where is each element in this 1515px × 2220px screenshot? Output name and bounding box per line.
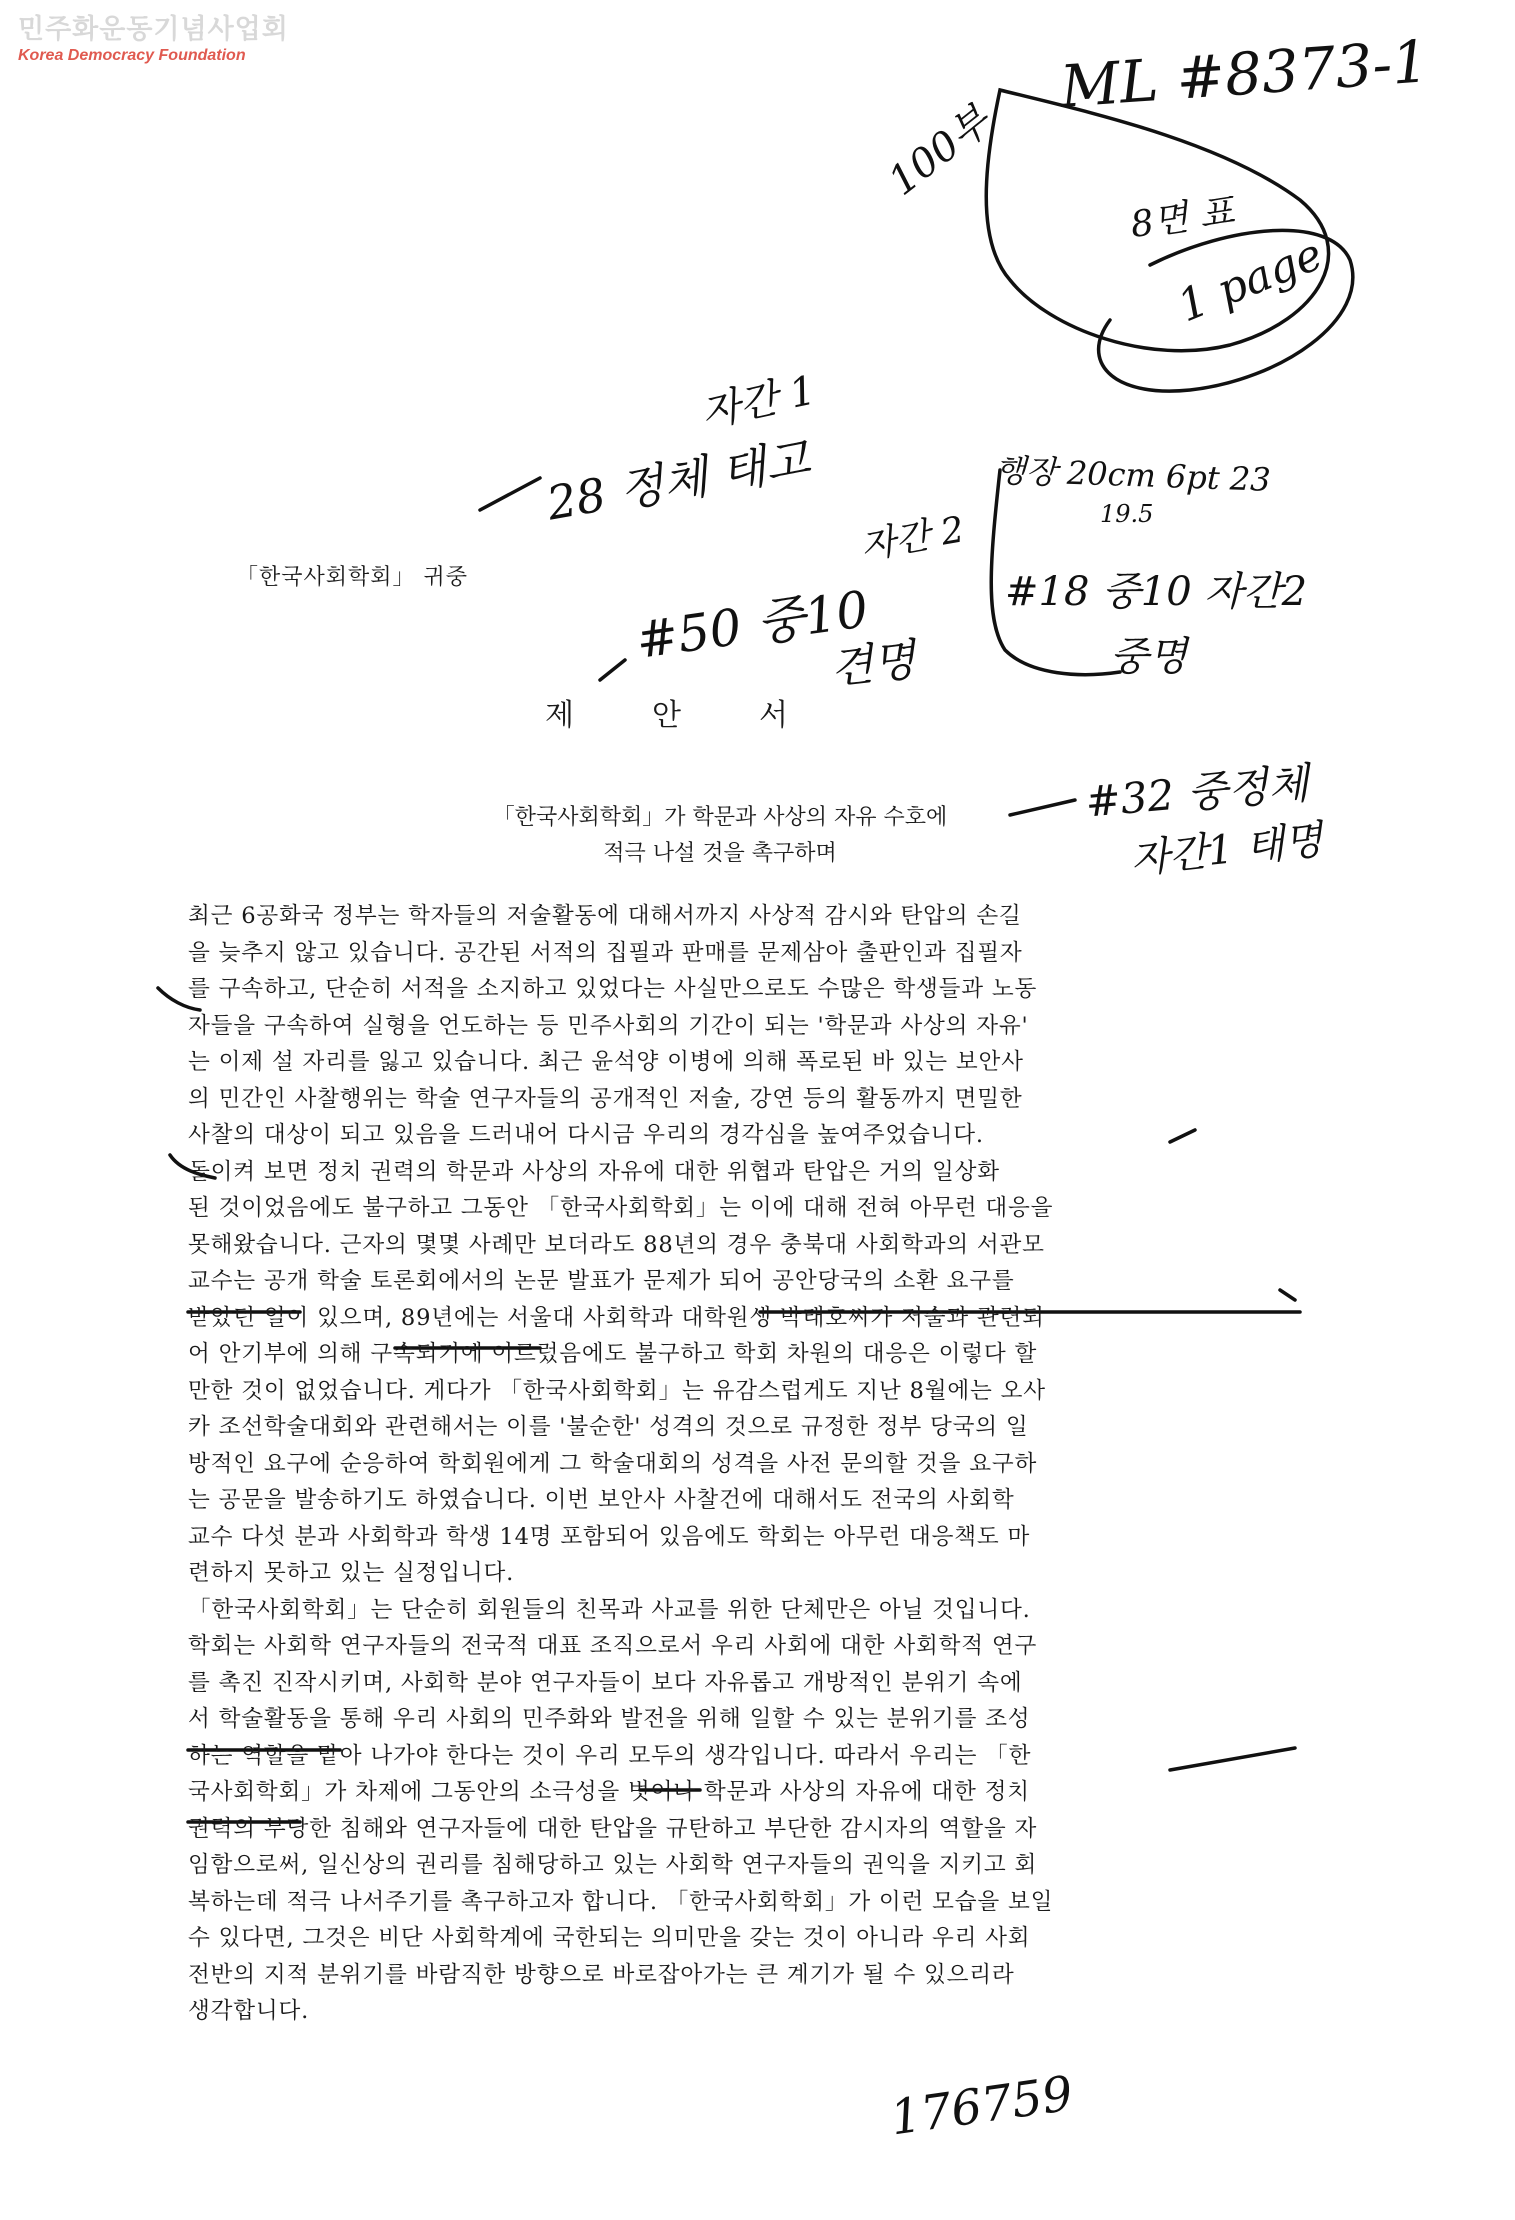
handwritten-note-right-main: #18 중10 자간2	[1005, 569, 1308, 615]
body-line: 교수 다섯 분과 사회학과 학생 14명 포함되어 있음에도 학회는 아무런 대응책도 마	[188, 1523, 1031, 1550]
watermark	[18, 14, 318, 66]
handwritten-note-left-main: 28 정체 태고	[542, 431, 814, 531]
watermark-korean: 민주화운동기념사업회	[18, 14, 289, 45]
body-line: 만한 것이 없었습니다. 게다가 「한국사회학회」는 유감스럽게도 지난 8월에는 오사	[188, 1377, 1046, 1404]
body-line: 사찰의 대상이 되고 있음을 드러내어 다시금 우리의 경각심을 높여주었습니다.	[188, 1122, 984, 1148]
body-line: 어 안기부에 의해 구속되기에 이르렀음에도 불구하고 학회 차원의 대응은 이렇다 할	[188, 1341, 1038, 1367]
body-line: 수 있다면, 그것은 비단 사회학계에 국한되는 의미만을 갖는 것이 아니라 우리 사회	[188, 1925, 1031, 1951]
body-line: 복하는데 적극 나서주기를 촉구하고자 합니다. 「한국사회학회」가 이런 모습을 보일	[188, 1888, 1054, 1915]
body-line: 카 조선학술대회와 관련해서는 이를 '불순한' 성격의 것으로 규정한 정부 당국의 일	[188, 1414, 1029, 1440]
handwritten-note-left-top: 자간 1	[697, 367, 820, 437]
handwritten-note-mid-main: #50 중10	[632, 580, 872, 670]
body-line: 교수는 공개 학술 토론회에서의 논문 발표가 문제가 되어 공안당국의 소환 요구를	[188, 1268, 1015, 1294]
handwritten-copy-count: 100부	[880, 97, 1000, 205]
handwritten-note-mid-top: 자간 2	[857, 509, 968, 568]
body-line: 돌이켜 보면 정치 권력의 학문과 사상의 자유에 대한 위협과 탄압은 거의 일상화	[188, 1158, 1000, 1185]
handwritten-circle-bottom: 1 page	[1170, 228, 1330, 333]
body-line: 최근 6공화국 정부는 학자들의 저술활동에 대해서까지 사상적 감시와 탄압의 손길	[188, 903, 1022, 929]
body-line: 의 민간인 사찰행위는 학술 연구자들의 공개적인 저술, 강연 등의 활동까지 면밀한	[188, 1085, 1023, 1112]
body-line: 를 촉진 진작시키며, 사회학 분야 연구자들이 보다 자유롭고 개방적인 분위기 속에	[188, 1669, 1023, 1696]
body-line: 국사회학회」가 차제에 그동안의 소극성을 벗어나 학문과 사상의 자유에 대한 정치	[188, 1779, 1030, 1805]
handwritten-circle-top: 8면 표	[1128, 190, 1237, 247]
body-line: 하는 역할을 맡아 나가야 한다는 것이 우리 모두의 생각입니다. 따라서 우리는 「한	[188, 1742, 1032, 1769]
body-line: 학회는 사회학 연구자들의 전국적 대표 조직으로서 우리 사회에 대한 사회학적 연구	[188, 1633, 1038, 1659]
handwritten-document-number: 176759	[886, 2065, 1077, 2147]
body-line: 전반의 지적 분위기를 바람직한 방향으로 바로잡아가는 큰 계기가 될 수 있으리라	[188, 1961, 1015, 1988]
handwritten-note-right-top-sub: 19.5	[1100, 500, 1154, 528]
body-line: 받았던 일이 있으며, 89년에는 서울대 사회학과 대학원생 박태호씨가 저술과 관련되	[188, 1304, 1045, 1331]
addressee: 「한국사회학회」 귀중	[236, 565, 469, 590]
body-line: 된 것이었음에도 불구하고 그동안 「한국사회학회」는 이에 대해 전혀 아무런 대응을	[188, 1195, 1054, 1221]
handwritten-note-title-sub: 자간1 태명	[1128, 817, 1325, 883]
document-subtitle	[410, 800, 1030, 872]
body-line: 임함으로써, 일신상의 권리를 침해당하고 있는 사회학 연구자들의 권익을 지키고 회	[188, 1852, 1038, 1878]
body-line: 는 이제 설 자리를 잃고 있습니다. 최근 윤석양 이병에 의해 폭로된 바 있는 보안사	[188, 1049, 1024, 1075]
handwritten-note-title-main: #32 중정체	[1083, 758, 1311, 827]
document-title: 제안서	[545, 698, 866, 733]
watermark-english: Korea Democracy Foundation	[18, 47, 246, 64]
handwritten-note-right-sub: 중명	[1110, 634, 1188, 680]
document-body	[188, 898, 1298, 2030]
subtitle-line-2: 적극 나설 것을 촉구하며	[603, 841, 837, 866]
body-line: 「한국사회학회」는 단순히 회원들의 친목과 사교를 위한 단체만은 아닐 것입니다.	[188, 1596, 1031, 1623]
body-line: 방적인 요구에 순응하여 학회원에게 그 학술대회의 성격을 사전 문의할 것을 요구하	[188, 1450, 1038, 1477]
body-line: 못해왔습니다. 근자의 몇몇 사례만 보더라도 88년의 경우 충북대 사회학과의 서관모	[188, 1231, 1045, 1258]
body-line: 를 구속하고, 단순히 서적을 소지하고 있었다는 사실만으로도 수많은 학생들과 노동	[188, 976, 1038, 1002]
body-line: 자들을 구속하여 실형을 언도하는 등 민주사회의 기간이 되는 '학문과 사상의 자유'	[188, 1012, 1029, 1039]
body-line: 련하지 못하고 있는 실정입니다.	[188, 1560, 515, 1586]
body-line: 권력의 부당한 침해와 연구자들에 대한 탄압을 규탄하고 부단한 감시자의 역할을 자	[188, 1815, 1038, 1842]
subtitle-line-1: 「한국사회학회」가 학문과 사상의 자유 수호에	[492, 805, 948, 830]
body-line: 생각합니다.	[188, 1998, 310, 2024]
handwritten-note-right-top: 행장 20cm 6pt 23	[994, 451, 1272, 499]
handwritten-reference-number: ML #8373-1	[1058, 27, 1431, 121]
body-line: 는 공문을 발송하기도 하였습니다. 이번 보안사 사찰건에 대해서도 전국의 사회학	[188, 1487, 1015, 1513]
handwritten-note-mid-sub: 견명	[828, 634, 918, 695]
body-line: 서 학술활동을 통해 우리 사회의 민주화와 발전을 위해 일할 수 있는 분위기를 조성	[188, 1706, 1031, 1732]
body-line: 을 늦추지 않고 있습니다. 공간된 서적의 집필과 판매를 문제삼아 출판인과 집필자	[188, 939, 1023, 966]
